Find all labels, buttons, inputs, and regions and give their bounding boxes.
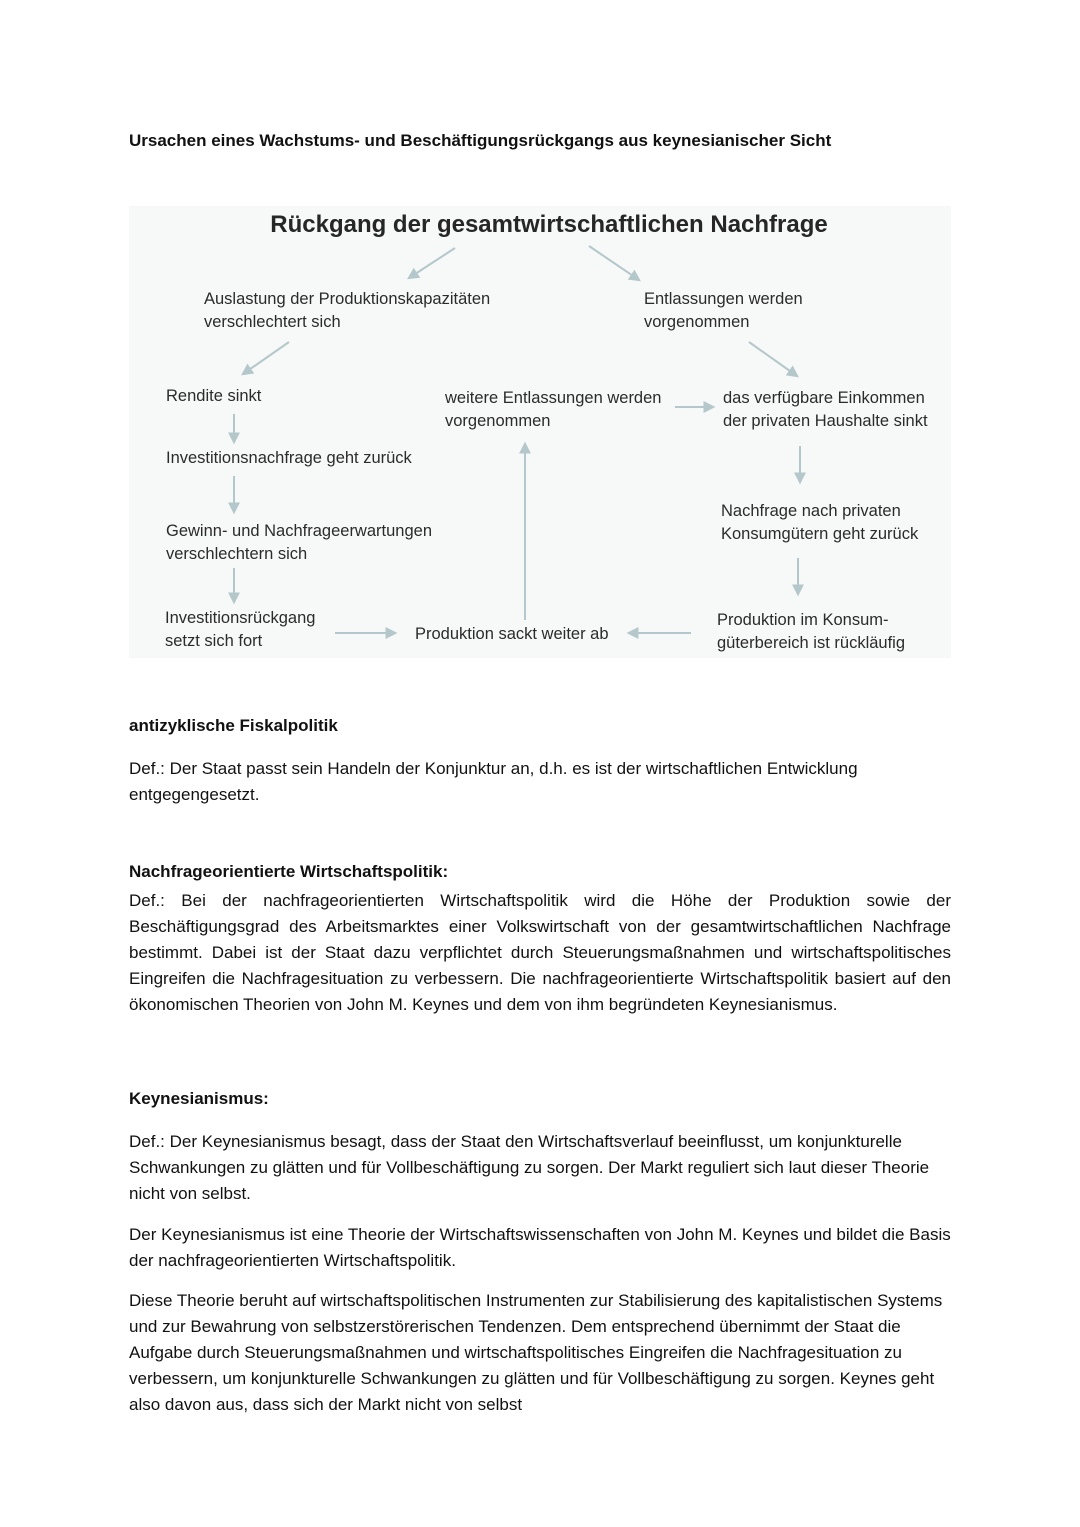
node-investitionsnachfrage: Investitionsnachfrage geht zurück <box>166 449 412 467</box>
flow-diagram <box>129 206 951 658</box>
arrow-entlassungen-to-einkommen <box>749 342 797 376</box>
fiskal-heading: antizyklische Fiskalpolitik <box>129 716 338 735</box>
node-konsumnachfrage: Nachfrage nach privaten Konsumgütern geht zurück <box>721 502 919 543</box>
nachfrage-definition: Def.: Bei der nachfrageorientierten Wirtschaftspolitik wird die Höhe der Produktion sowie der Beschäftigungsgrad des Arbeitsmarktes einer Volkswirtschaft von der gesamtwirtschaftlichen Nachfrage bestimmt. Dabei ist der Staat dazu verpflichtet durch Steuerungsmaßnahmen und wirtschaftspolitisches Eingreifen die Nachfragesituation zu verbessern. Die nachfrageorientierte Wirtschaftspolitik basiert auf den ökonomischen Theorien von John M. Keynes und dem von ihm begründeten Keynesianismus. <box>129 891 951 1014</box>
fiskal-definition: Def.: Der Staat passt sein Handeln der Konjunktur an, d.h. es ist der wirtschaftlichen Entwicklung entgegengesetzt. <box>129 759 858 804</box>
node-produktion-sackt: Produktion sackt weiter ab <box>415 625 609 643</box>
keynes-heading: Keynesianismus: <box>129 1089 269 1108</box>
node-produktion-konsum: Produktion im Konsum- güterbereich ist rückläufig <box>717 611 906 652</box>
arrow-auslastung-to-rendite <box>243 342 289 374</box>
node-rendite: Rendite sinkt <box>166 387 262 405</box>
page-heading: Ursachen eines Wachstums- und Beschäftigungsrückgangs aus keynesianischer Sicht <box>129 131 832 150</box>
node-entlassungen: Entlassungen werden vorgenommen <box>644 290 803 331</box>
nachfrage-heading: Nachfrageorientierte Wirtschaftspolitik: <box>129 862 449 881</box>
node-einkommen: das verfügbare Einkommen der privaten Haushalte sinkt <box>723 389 928 430</box>
node-weitere-entlassungen: weitere Entlassungen werden vorgenommen <box>445 389 662 430</box>
node-investitionsrueckgang: Investitionsrückgang setzt sich fort <box>165 609 316 650</box>
node-auslastung: Auslastung der Produktionskapazitäten verschlechtert sich <box>204 290 491 331</box>
keynes-paragraph-2: Der Keynesianismus ist eine Theorie der Wirtschaftswissenschaften von John M. Keynes und bildet die Basis der nachfrageorientierten Wirtschaftspolitik. <box>129 1225 951 1270</box>
keynes-definition: Def.: Der Keynesianismus besagt, dass der Staat den Wirtschaftsverlauf beeinflusst, um konjunkturelle Schwankungen zu glätten und für Vollbeschäftigung zu sorgen. Der Markt reguliert sich laut dieser Theorie nicht von selbst. <box>129 1132 930 1203</box>
keynes-paragraph-3: Diese Theorie beruht auf wirtschaftspolitischen Instrumenten zur Stabilisierung des kapitalistischen Systems und zur Bewahrung von selbstzerstörerischen Tendenzen. Dem entsprechend übernimmt der Staat die Aufgabe durch Steuerungsmaßnahmen und wirtschaftspolitisches Eingreifen die Nachfragesituation zu verbessern, um konjunkturelle Schwankungen zu glätten und für Vollbeschäftigung zu sorgen. Keynes geht also davon aus, dass sich der Markt nicht von selbst <box>129 1291 943 1414</box>
node-erwartungen: Gewinn- und Nachfrageerwartungen verschlechtern sich <box>166 522 432 563</box>
arrow-title-to-auslastung <box>409 248 455 278</box>
diagram-title: Rückgang der gesamtwirtschaftlichen Nachfrage <box>270 211 828 238</box>
arrow-title-to-entlassungen <box>589 246 639 280</box>
